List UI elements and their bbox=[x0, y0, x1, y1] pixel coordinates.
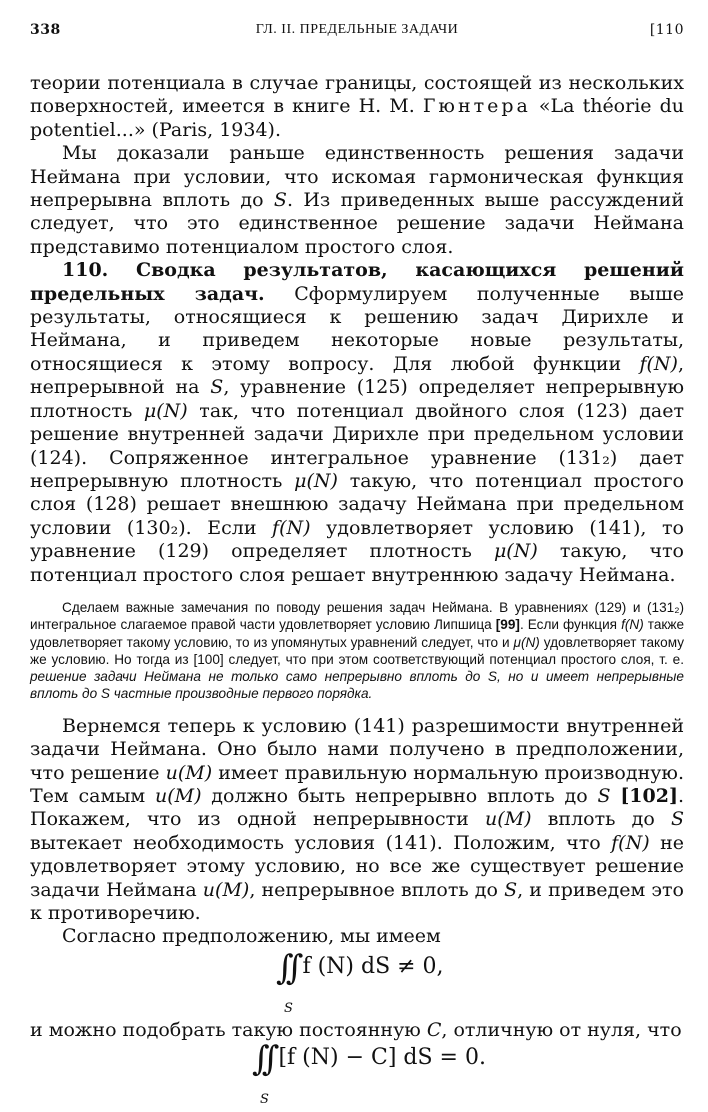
small-print-note: Сделаем важные замечания по поводу решения задач Неймана. В уравнениях (129) и (131₂) интегральное слагаемое правой части удовлетворяет условию Липшица [99]. Если функция f(N) также удовлетворяет такому условию, то из упомянутых уравнений следует, что и μ(N) удовлетворяет такому же условию. Но тогда из [100] следует, что при этом соответствующий потенциал простого слоя, т. е. решение задачи Неймана не только само непрерывно вплоть до S, но и имеет непрерывные вплоть до S частные производные первого порядка. bbox=[30, 599, 685, 702]
section-heading: 110. Сводка результатов, касающихся решений предельных задач. bbox=[30, 259, 684, 305]
note-italic-conclusion: решение задачи Неймана не только само непрерывно вплоть до S, но и имеет непрерывные вплоть до S частные производные первого порядка. bbox=[30, 669, 684, 702]
equation-1-body: f (N) dS ≠ 0, bbox=[302, 953, 444, 979]
page-number: 338 bbox=[30, 22, 61, 38]
page-body bbox=[30, 72, 685, 1108]
page-header bbox=[30, 22, 684, 46]
double-integral-sign: ∫∫ bbox=[252, 1039, 272, 1080]
paragraph-condition-141: Вернемся теперь к условию (141) разрешимости внутренней задачи Неймана. Оно было нами получено в предположении, что решение u(M) имеет правильную нормальную производную. Тем самым u(M) должно быть непрерывно вплоть до S [102]. Покажем, что из одной непрерывности u(M) вплоть до S вытекает необходимость условия (141). Положим, что f(N) не удовлетворяет этому условию, но все же существует решение задачи Неймана u(M), непрерывное вплоть до S, и приведем это к противоречию. bbox=[30, 714, 684, 924]
page bbox=[30, 22, 685, 1108]
paragraph-assumption: Согласно предположению, мы имеем bbox=[62, 925, 441, 948]
paragraph-section-110: 110. Сводка результатов, касающихся решений предельных задач. Сформулируем полученные выше результаты, относящиеся к решению задач Дирихле и Неймана, и приведем некоторые новые результаты, относящиеся к этому вопросу. Для любой функции f(N), непрерывной на S, уравнение (125) определяет непрерывную плотность μ(N) так, что потенциал двойного слоя (123) дает решение внутренней задачи Дирихле при предельном условии (124). Сопряженное интегральное уравнение (131₂) дает непрерывную плотность μ(N) такую, что потенциал простого слоя (128) решает внешнюю задачу Неймана при предельном условии (130₂). Если f(N) удовлетворяет условию (141), то уравнение (129) определяет плотность μ(N) такую, что потенциал простого слоя решает внутреннюю задачу Неймана. bbox=[30, 259, 685, 586]
paragraph-constant: и можно подобрать такую постоянную C, отличную от нуля, что bbox=[30, 1018, 682, 1041]
equation-2 bbox=[30, 1039, 684, 1108]
integral-subscript: S bbox=[284, 1000, 293, 1016]
running-title: ГЛ. II. ПРЕДЕЛЬНЫЕ ЗАДАЧИ bbox=[255, 22, 459, 37]
author-name: Гюнтера bbox=[422, 95, 531, 118]
equation-1 bbox=[30, 949, 684, 1019]
section-number: [110 bbox=[649, 22, 684, 38]
integral-subscript: S bbox=[260, 1092, 269, 1108]
paragraph-continuation: теории потенциала в случае границы, состоящей из нескольких поверхностей, имеется в книге Н. М. Гюнтера «La théorie du potentiel...» (Paris, 1934). bbox=[30, 72, 684, 141]
double-integral-sign: ∫∫ bbox=[276, 947, 296, 988]
equation-2-body: [f (N) − C] dS = 0. bbox=[278, 1045, 486, 1071]
paragraph-uniqueness: Мы доказали раньше единственность решения задачи Неймана при условии, что искомая гармоническая функция непрерывна вплоть до S. Из приведенных выше рассуждений следует, что это единственное решение задачи Неймана представимо потенциалом простого слоя. bbox=[30, 142, 684, 258]
